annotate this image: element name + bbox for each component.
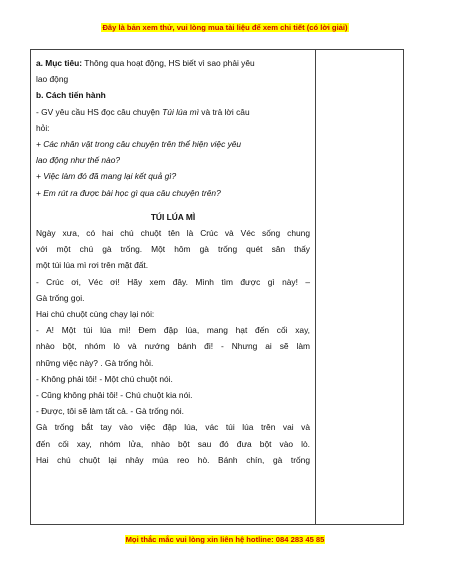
question-1-line-1: + Các nhân vật trong câu chuyện trên thể hiện việc yêu [36, 139, 242, 150]
preview-notice-text: Đây là bản xem thử, vui lòng mua tài liệu để xem chi tiết (có lời giải) [102, 23, 348, 32]
question-3: + Em rút ra được bài học gì qua câu chuyện trên? [36, 187, 221, 198]
question-1-line-2: lao động như thế nào? [36, 155, 121, 166]
lesson-table [30, 49, 404, 525]
story-line: Gà trống gọi. [36, 292, 85, 303]
story-line: - A! Một túi lúa mì! Đem đập lúa, mang hạt đến cối xay, [36, 325, 310, 336]
story-line: với một chú gà trống. Một hôm gà trống quét sân thấy [36, 244, 310, 255]
story-line: Hai chú chuột cùng chạy lại nói: [36, 309, 155, 320]
objective-line-1 [36, 55, 310, 71]
story-line: - Không phải tôi! - Một chú chuột nói. [36, 373, 173, 384]
story-line: - Được, tôi sẽ làm tất cả. - Gà trống nói. [36, 406, 184, 417]
objective-text-2: lao động [36, 74, 69, 85]
procedure-heading: b. Cách tiến hành [36, 90, 106, 101]
story-line: Ngày xưa, có hai chú chuột tên là Crúc và Véc sống chung [36, 228, 310, 239]
instruction-line-1 [36, 104, 310, 120]
objective-label: a. Mục tiêu: [36, 58, 83, 68]
story-line: Gà trống bắt tay vào việc đập lúa, vác túi lúa trên vai và [36, 422, 310, 433]
column-divider [315, 50, 316, 524]
story-line: Hai chú chuột lại nhảy múa reo hò. Bánh chín, gà trống [36, 454, 310, 465]
instruction-post: và trả lời câu [201, 106, 250, 117]
story-line: một túi lúa mì rơi trên mặt đất. [36, 260, 149, 271]
instruction-line-2: hỏi: [36, 122, 50, 133]
story-title: TÚI LÚA MÌ [150, 211, 196, 222]
story-line: đến cối xay, nhóm lửa, nhào bột sau đó đưa bột vào lò. [36, 438, 310, 449]
instruction-story-title: Túi lúa mì [162, 106, 199, 117]
objective-text-1: Thông qua hoạt động, HS biết vì sao phải yêu [84, 58, 255, 68]
preview-notice-banner [0, 23, 450, 32]
hotline-banner [0, 535, 450, 544]
story-line: - Crúc ơi, Véc ơi! Hãy xem đây. Mình tìm được gì này! – [36, 276, 310, 287]
question-2: + Việc làm đó đã mang lại kết quả gì? [36, 171, 177, 182]
story-line: nhào bột, nhóm lò và nướng bánh đi! - Nhưng ai sẽ làm [36, 341, 310, 352]
story-line: những việc này? . Gà trống hỏi. [36, 357, 154, 368]
hotline-text: Mọi thắc mắc vui lòng xin liên hệ hotline: 084 283 45 85 [125, 535, 325, 544]
instruction-pre: - GV yêu cầu HS đọc câu chuyện [36, 106, 160, 117]
activity-column [36, 55, 310, 468]
story-line: - Cũng không phải tôi! - Chú chuột kia nói. [36, 390, 193, 401]
